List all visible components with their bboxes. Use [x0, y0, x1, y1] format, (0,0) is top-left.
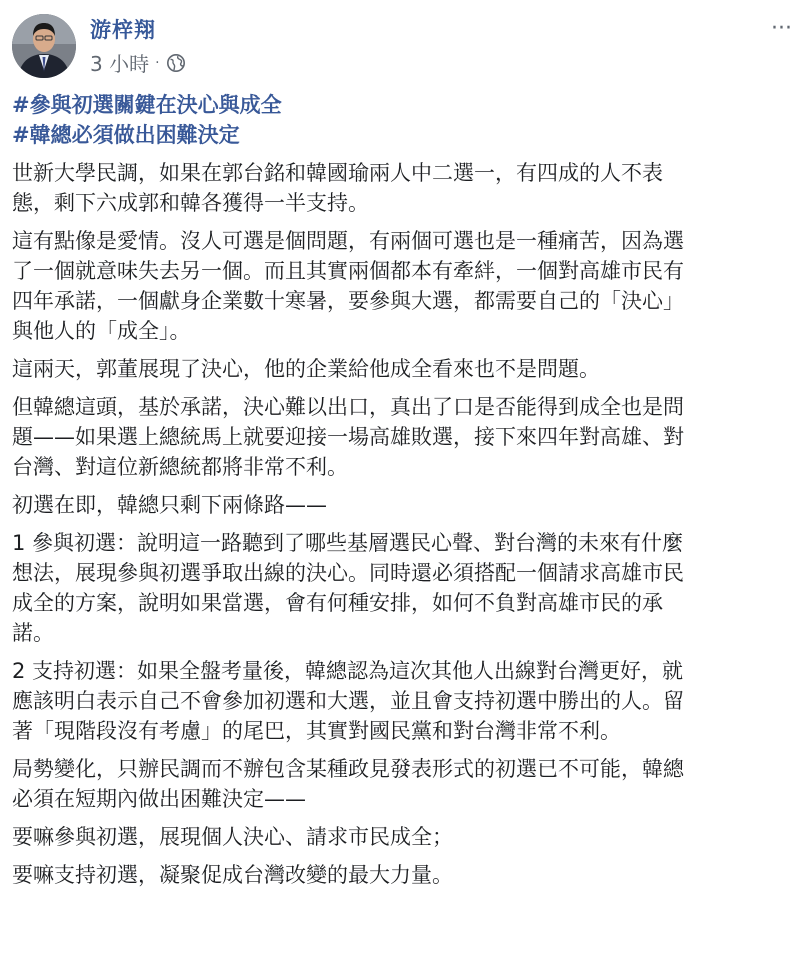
post-paragraph: 世新大學民調，如果在郭台銘和韓國瑜兩人中二選一，有四成的人不表 態，剩下六成郭和韓各獲得一半支持。 [12, 161, 663, 215]
post-paragraph: 2 支持初選：如果全盤考量後，韓總認為這次其他人出線對台灣更好，就 應該明白表示自己不會參加初選和大選，並且會支持初選中勝出的人。留 著「現階段沒有考慮」的尾巴，其實對國民黨和對台灣非常不利。 [12, 659, 684, 743]
hashtag-list [12, 90, 798, 150]
post-header [12, 10, 798, 76]
post-paragraph: 要嘛參與初選，展現個人決心、請求市民成全； [12, 825, 453, 849]
post-time[interactable]: 3 小時 [90, 52, 150, 76]
post-paragraph: 1 參與初選：說明這一路聽到了哪些基層選民心聲、對台灣的未來有什麼 想法，展現參與初選爭取出線的決心。同時還必須搭配一個請求高雄市民 成全的方案，說明如果當選，會有何種安排，如何不負對高雄市民的承 諾。 [12, 531, 684, 645]
post-paragraph: 這有點像是愛情。沒人可選是個問題，有兩個可選也是一種痛苦，因為選 了一個就意味失去另一個。而且其實兩個都本有牽絆，一個對高雄市民有 四年承諾，一個獻身企業數十寒暑，要參與大選，都需要自己的「決心」 與他人的「成全」。 [12, 229, 684, 343]
more-icon[interactable]: ··· [771, 16, 792, 41]
post-body [12, 90, 798, 898]
post-meta [90, 48, 186, 77]
post-paragraph: 局勢變化，只辦民調而不辦包含某種政見發表形式的初選已不可能，韓總 必須在短期內做出困難決定—— [12, 757, 684, 811]
globe-icon[interactable] [166, 53, 186, 73]
meta-separator: · [155, 54, 160, 71]
post-paragraph: 初選在即，韓總只剩下兩條路—— [12, 493, 327, 517]
post-paragraph: 但韓總這頭，基於承諾，決心難以出口，真出了口是否能得到成全也是問 題——如果選上總統馬上就要迎接一場高雄敗選，接下來四年對高雄、對 台灣、對這位新總統都將非常不利。 [12, 395, 684, 479]
avatar-image [12, 14, 76, 78]
avatar[interactable] [12, 14, 76, 78]
author-name[interactable]: 游梓翔 [90, 18, 156, 42]
hashtag-link[interactable]: #參與初選關鍵在決心與成全 [12, 93, 282, 117]
post-paragraph: 這兩天，郭董展現了決心，他的企業給他成全看來也不是問題。 [12, 357, 600, 381]
post-paragraph: 要嘛支持初選，凝聚促成台灣改變的最大力量。 [12, 863, 453, 887]
hashtag-link[interactable]: #韓總必須做出困難決定 [12, 123, 240, 147]
